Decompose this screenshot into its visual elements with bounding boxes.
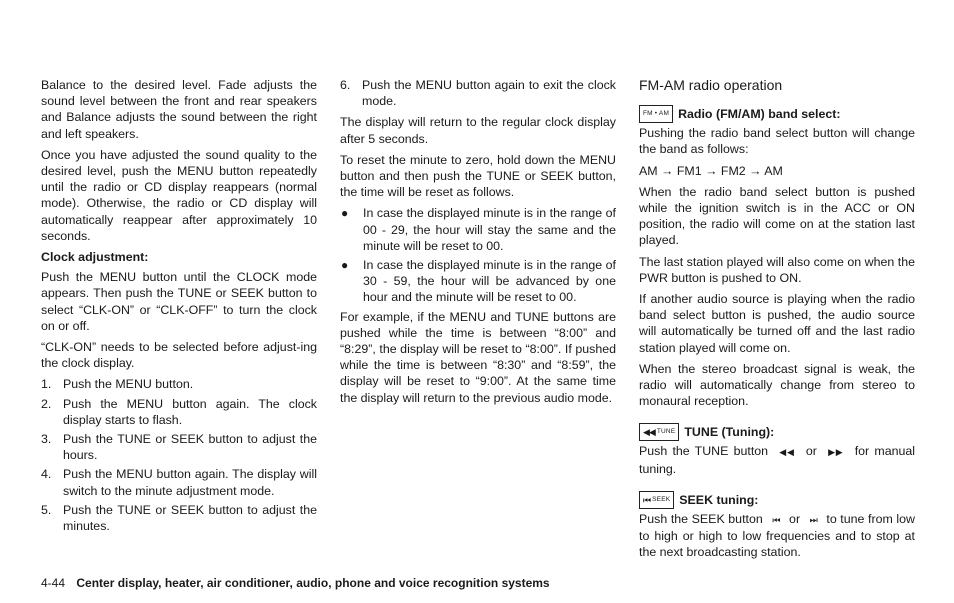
- paragraph: To reset the minute to zero, hold down the MENU button and then push the TUNE or SEEK button, the time will be reset as follows.: [340, 152, 616, 200]
- paragraph: When the stereo broadcast signal is weak, the radio will automatically change from stereo to monaural reception.: [639, 361, 915, 409]
- tune-icon-label: TUNE: [656, 428, 676, 436]
- bullet-icon: ●: [341, 206, 349, 221]
- seek-text-a: Push the SEEK button: [639, 511, 763, 526]
- section-title: FM-AM radio operation: [639, 77, 783, 93]
- or-text: or: [789, 511, 801, 526]
- chapter-title: Center display, heater, air conditioner, audio, phone and voice recognition systems: [76, 576, 550, 590]
- step-text: Push the MENU button again. The display will switch to the minute adjustment mode.: [63, 467, 317, 498]
- reset-bullet-list: [340, 205, 616, 305]
- skip-back-icon: ⏮: [643, 494, 651, 505]
- or-text: or: [805, 444, 817, 459]
- list-item: [41, 502, 317, 534]
- step-text: Push the TUNE or SEEK button to adjust the hours.: [63, 432, 317, 463]
- rewind-icon: ◀◀: [779, 447, 795, 458]
- page-footer: [41, 575, 550, 591]
- tune-text-a: Push the TUNE button: [639, 444, 769, 459]
- skip-forward-icon: ⏭: [809, 514, 817, 525]
- band-select-subhead: [639, 105, 915, 123]
- list-item: [340, 205, 616, 254]
- rewind-icon: ◀◀: [643, 427, 655, 438]
- step-text: Push the MENU button again to exit the clock mode.: [362, 78, 616, 109]
- left-column: [41, 77, 317, 537]
- tune-button-icon: [639, 423, 679, 441]
- seek-heading: SEEK tuning:: [679, 492, 759, 507]
- seek-paragraph: [639, 511, 915, 561]
- tune-heading: TUNE (Tuning):: [684, 425, 775, 440]
- paragraph: For example, if the MENU and TUNE buttons are pushed while the time is between “8:00” and “8:29”, the display will be reset to “8:00”. If pushed while the time is between “8:30” and “8:59”, the display will be reset to “9:00”. At the same time the display will return to the previous audio mode.: [340, 309, 616, 405]
- paragraph: Pushing the radio band select button will change the band as follows:: [639, 126, 915, 157]
- seek-text-b: to tune from low to high or high to low frequencies and to stop at the next broadcasting station.: [639, 511, 915, 560]
- clock-adjustment-heading: Clock adjustment:: [41, 250, 149, 265]
- right-column: [639, 77, 915, 565]
- band-select-heading: Radio (FM/AM) band select:: [678, 107, 841, 122]
- clock-steps-list: [41, 376, 317, 534]
- page-number: 4-44: [41, 576, 66, 590]
- list-item: [41, 396, 317, 428]
- paragraph: Push the MENU button until the CLOCK mode appears. Then push the TUNE or SEEK button to select “CLK-ON” or “CLK-OFF” to turn the clock on or off.: [41, 270, 317, 333]
- seek-icon-label: SEEK: [652, 495, 671, 503]
- step-number: 4.: [41, 467, 52, 482]
- list-item: [41, 431, 317, 463]
- fm-am-button-icon: FM • AM: [639, 105, 673, 123]
- step-text: Push the MENU button.: [63, 377, 194, 392]
- middle-column: [340, 77, 616, 411]
- tune-text-b: for manual tuning.: [639, 444, 916, 476]
- fast-forward-icon: ▶▶: [828, 447, 844, 458]
- paragraph: “CLK-ON” needs to be selected before adjust-ing the clock display.: [41, 340, 317, 371]
- paragraph: The display will return to the regular clock display after 5 seconds.: [340, 115, 616, 146]
- seek-button-icon: [639, 491, 674, 509]
- skip-back-icon: ⏮: [772, 514, 780, 525]
- paragraph: The last station played will also come on when the PWR button is pushed to ON.: [639, 254, 915, 285]
- step-number: 1.: [41, 377, 52, 392]
- tune-subhead: [639, 423, 915, 441]
- list-item: [41, 466, 317, 498]
- step-number: 5.: [41, 502, 52, 517]
- bullet-icon: ●: [341, 258, 349, 273]
- step-number: 3.: [41, 432, 52, 447]
- step-text: Push the MENU button again. The clock display starts to flash.: [63, 396, 317, 427]
- bullet-text: In case the displayed minute is in the range of 00 - 29, the hour will stay the same and the minute will be reset to 00.: [363, 206, 616, 253]
- list-item: [41, 376, 317, 392]
- tune-paragraph: [639, 443, 915, 476]
- list-item: [340, 257, 616, 306]
- step-number: 6.: [340, 78, 351, 92]
- paragraph: Once you have adjusted the sound quality to the desired level, push the MENU button repeatedly until the radio or CD display reappears (normal mode). Otherwise, the radio or CD display will automatically reappear after approximately 10 seconds.: [41, 147, 317, 243]
- paragraph: If another audio source is playing when the radio band select button is pushed, the audio source will automatically be turned off and the last radio station played will come on.: [639, 292, 915, 355]
- paragraph: Balance to the desired level. Fade adjusts the sound level between the front and rear speakers and Balance adjusts the sound between the right and left speakers.: [41, 78, 317, 141]
- band-sequence: AM → FM1 → FM2 → AM: [639, 163, 783, 178]
- bullet-text: In case the displayed minute is in the range of 30 - 59, the hour will be advanced by one hour and the minute will be reset to 00.: [363, 258, 616, 305]
- step-number: 2.: [41, 396, 52, 411]
- list-item: [340, 77, 616, 109]
- paragraph: When the radio band select button is pushed while the ignition switch is in the ACC or ON position, the radio will come on at the station last played.: [639, 184, 915, 248]
- step-text: Push the TUNE or SEEK button to adjust the minutes.: [63, 502, 317, 534]
- seek-subhead: [639, 491, 915, 509]
